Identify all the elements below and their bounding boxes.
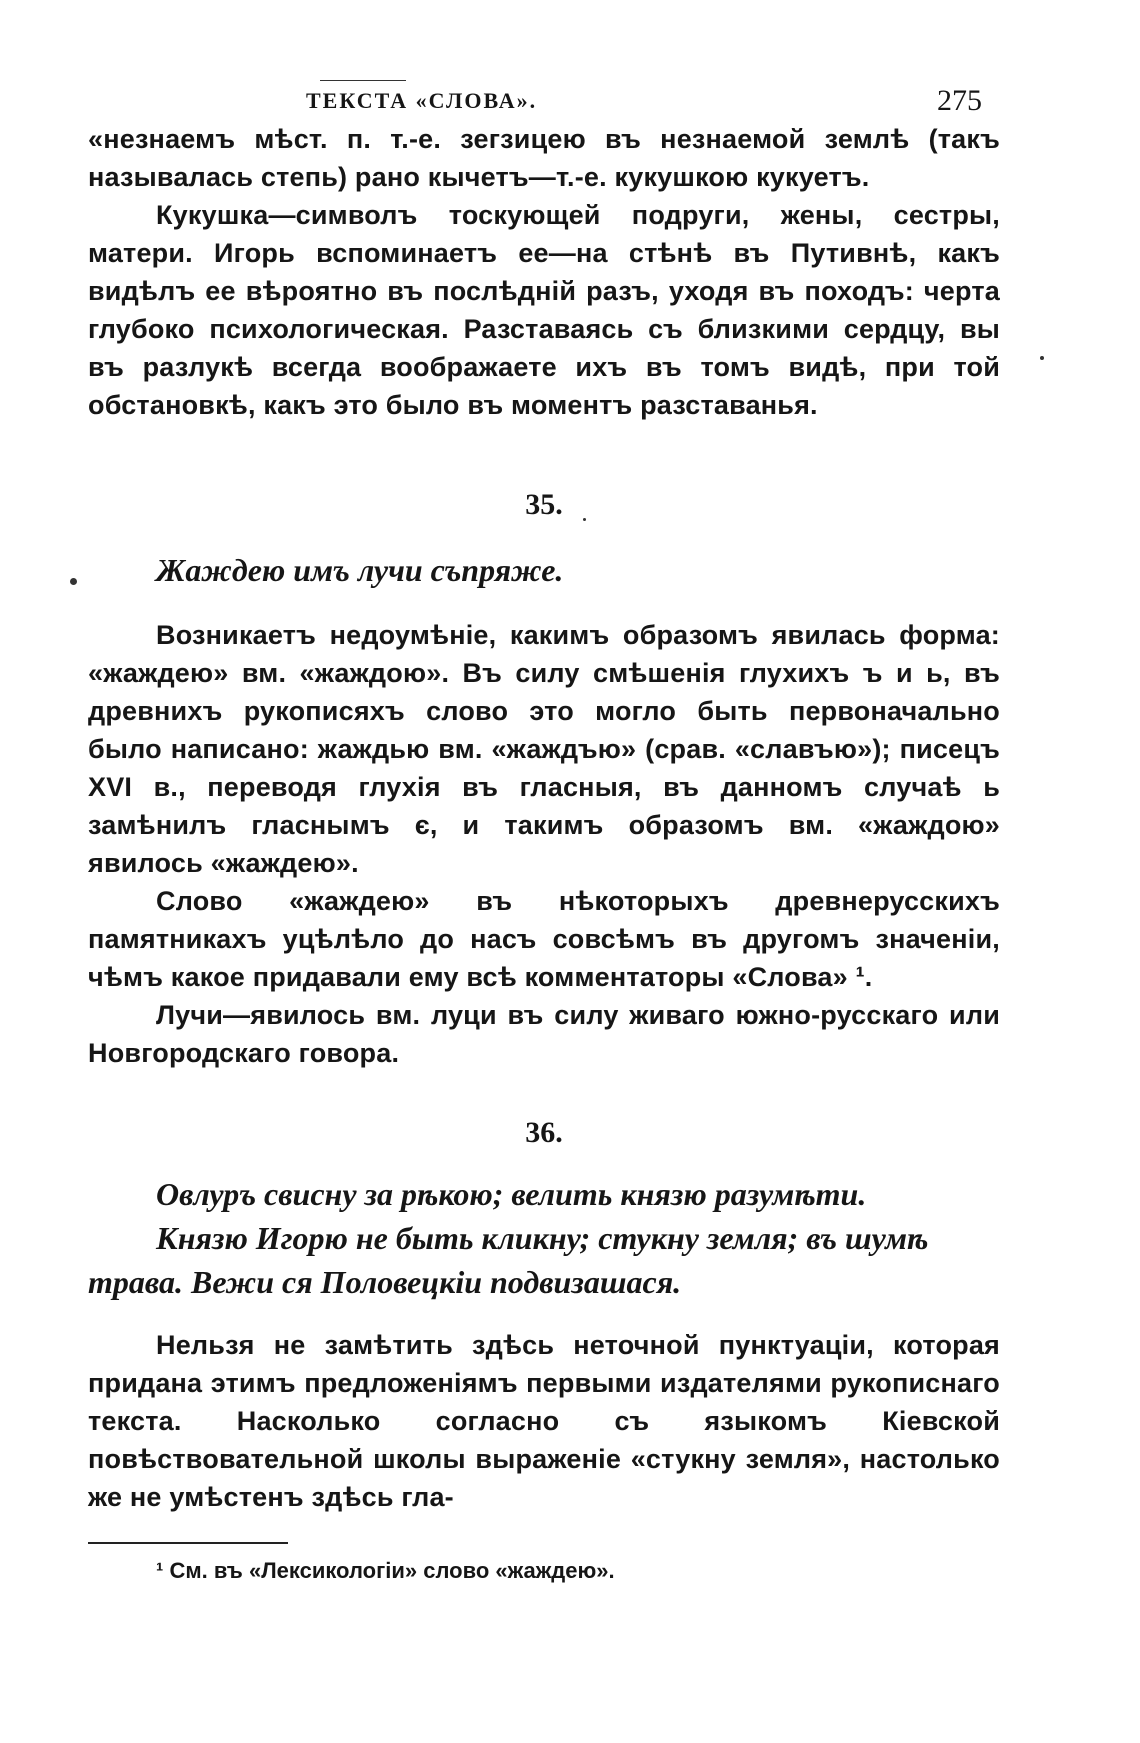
section-number-36: 36.: [525, 1116, 563, 1149]
section-35-verse: Жаждею имъ лучи съпряже.: [156, 552, 564, 588]
header-ornament-line: [320, 80, 406, 81]
section-35-paragraph-1: Возникаетъ недоумѣніе, какимъ образомъ явилась форма: «жаждею» вм. «жаждою». Въ силу смѣшенія глухихъ ъ и ь, въ древнихъ рукописяхъ слово это могло быть первоначально было написано: жаждью вм. «жаждъю» (срав. «славъю»); писецъ XVI в., переводя глухія въ гласныя, въ данномъ случаѣ ь замѣнилъ гласнымъ є, и такимъ образомъ вм. «жаждою» явилось «жаждею».: [88, 620, 1000, 878]
page-number: 275: [937, 84, 982, 117]
intro-paragraph-2: Кукушка—символъ тоскующей подруги, жены, сестры, матери. Игорь вспоминаетъ ее—на стѣнѣ въ Путивнѣ, какъ видѣлъ ее вѣроятно въ послѣднiй разъ, уходя въ походъ: черта глубоко психологическая. Разставаясь съ близкими сердцу, вы въ разлукѣ всегда воображаете ихъ въ томъ видѣ, при той обстановкѣ, какъ это было въ моментъ разставанья.: [88, 200, 1000, 420]
page-header: [88, 0, 1000, 120]
footnote: ¹ См. въ «Лексикологіи» слово «жаждею».: [156, 1558, 615, 1583]
intro-block: [88, 120, 1000, 424]
running-title: [306, 88, 537, 114]
section-36-verse-line-1: Овлуръ свисну за рѣкою; велить князю разумѣти.: [156, 1176, 867, 1212]
section-36-paragraph-1: Нельзя не замѣтить здѣсь неточной пунктуаціи, которая придана этимъ предложеніямъ первыми издателями рукописнаго текста. Насколько согласно съ языкомъ Кіевской повѣствовательной школы выраженіе «стукну земля», настолько же не умѣстенъ здѣсь гла-: [88, 1330, 1000, 1512]
footnote-divider: [88, 1542, 288, 1544]
section-number-35: 35.: [525, 488, 563, 521]
running-title-text: ТЕКСТА «СЛОВА».: [306, 88, 538, 113]
print-speck: [583, 518, 586, 521]
section-35-paragraph-3: Лучи—явилось вм. луци въ силу живаго южно-русскаго или Новгородскаго говора.: [88, 1000, 1000, 1068]
print-speck: [1040, 356, 1044, 360]
section-36-verse-line-2: Князю Игорю не быть кликну; стукну земля; въ шумѣ трава. Вежи ся Половецкіи подвизашася.: [88, 1220, 929, 1300]
section-35-paragraph-2: Слово «жаждею» въ нѣкоторыхъ древнерусскихъ памятникахъ уцѣлѣло до насъ совсѣмъ въ другомъ значеніи, чѣмъ какое придавали ему всѣ комментаторы «Слова» ¹.: [88, 886, 1000, 992]
book-page: [88, 0, 1000, 1586]
intro-paragraph-1: «незнаемъ мѣст. п. т.-е. зегзицею въ незнаемой землѣ (такъ называлась степь) рано кычетъ—т.-е. кукушкою кукуетъ.: [88, 124, 1000, 192]
print-speck: [70, 578, 77, 585]
